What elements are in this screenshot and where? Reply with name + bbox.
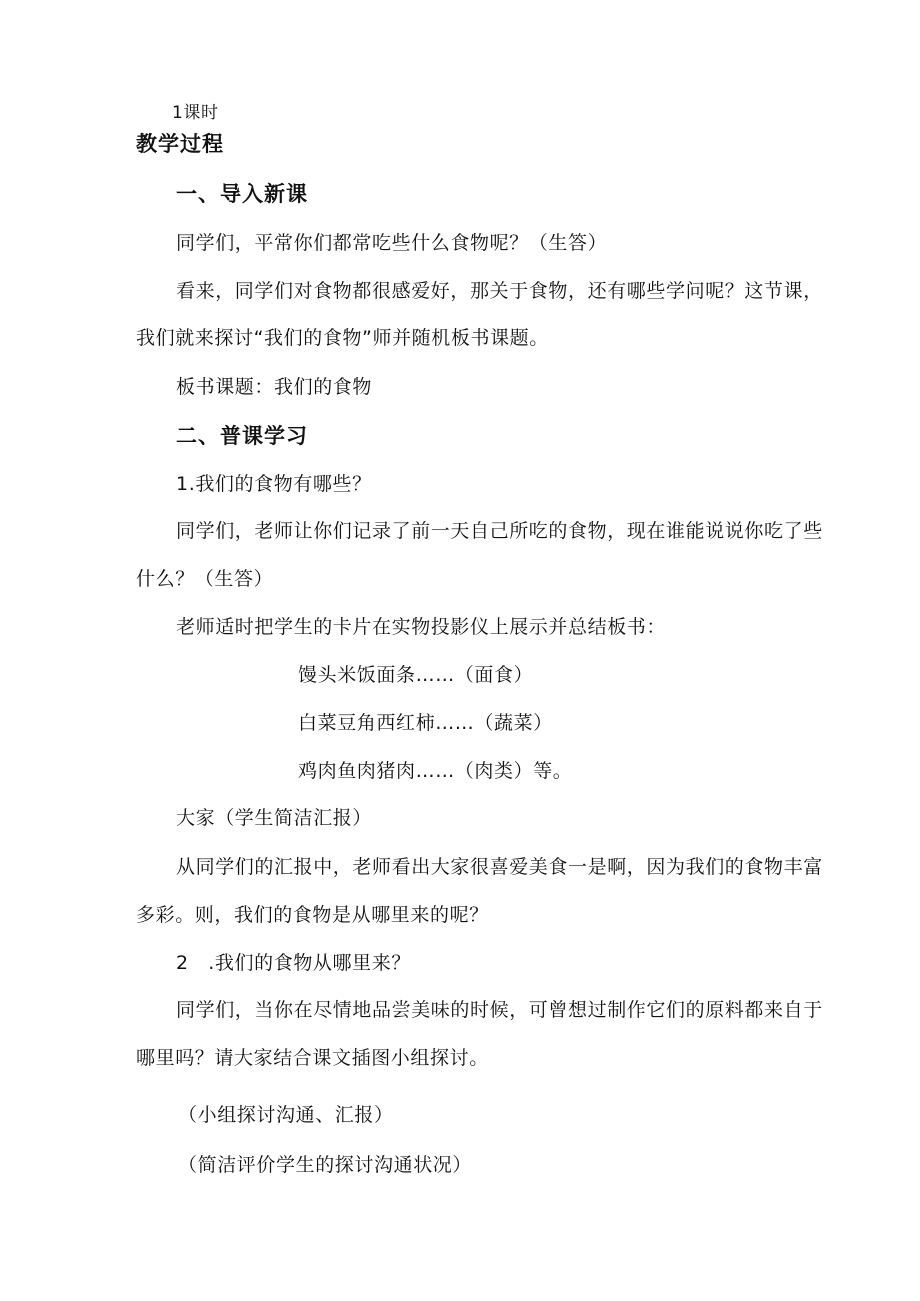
section1-title: 一、导入新课	[176, 182, 308, 206]
lesson-time: 1课时	[172, 103, 219, 123]
paragraph: 同学们，老师让你们记录了前一天自己所吃的食物，现在谁能说说你吃了些	[176, 520, 823, 542]
paragraph: 看来，同学们对食物都很感爱好，那关于食物，还有哪些学问呢？这节课，	[176, 280, 823, 302]
paragraph: 同学们，当你在尽情地品尝美味的时候，可曾想过制作它们的原料都来自于	[176, 999, 823, 1021]
paragraph: 从同学们的汇报中，老师看出大家很喜爱美食一是啊，因为我们的食物丰富	[176, 856, 823, 878]
paragraph: 同学们，平常你们都常吃些什么食物呢？（生答）	[176, 232, 608, 254]
food-list-item: 白菜豆角西红柿……（蔬菜）	[298, 712, 553, 734]
paragraph: 什么？（生答）	[136, 568, 274, 590]
teaching-process-heading: 教学过程	[136, 132, 224, 156]
paragraph: 哪里吗？请大家结合课文插图小组探讨。	[136, 1047, 489, 1069]
section2-title: 二、普课学习	[176, 424, 308, 448]
question-2: 2 .我们的食物从哪里来？	[176, 952, 411, 974]
paragraph: 多彩。则，我们的食物是从哪里来的呢？	[136, 904, 489, 926]
paragraph: （简洁评价学生的探讨沟通状况）	[178, 1154, 473, 1176]
paragraph: 老师适时把学生的卡片在实物投影仪上展示并总结板书：	[176, 616, 667, 638]
paragraph: 大家（学生简洁汇报）	[176, 807, 373, 829]
paragraph: 板书课题：我们的食物	[176, 376, 373, 398]
paragraph: （小组探讨沟通、汇报）	[178, 1104, 394, 1126]
paragraph: 我们就来探讨“我们的食物”师并随机板书课题。	[136, 327, 549, 349]
food-list-item: 鸡肉鱼肉猪肉……（肉类）等。	[298, 760, 573, 782]
question-1: 1.我们的食物有哪些？	[176, 473, 372, 495]
food-list-item: 馒头米饭面条……（面食）	[298, 664, 534, 686]
